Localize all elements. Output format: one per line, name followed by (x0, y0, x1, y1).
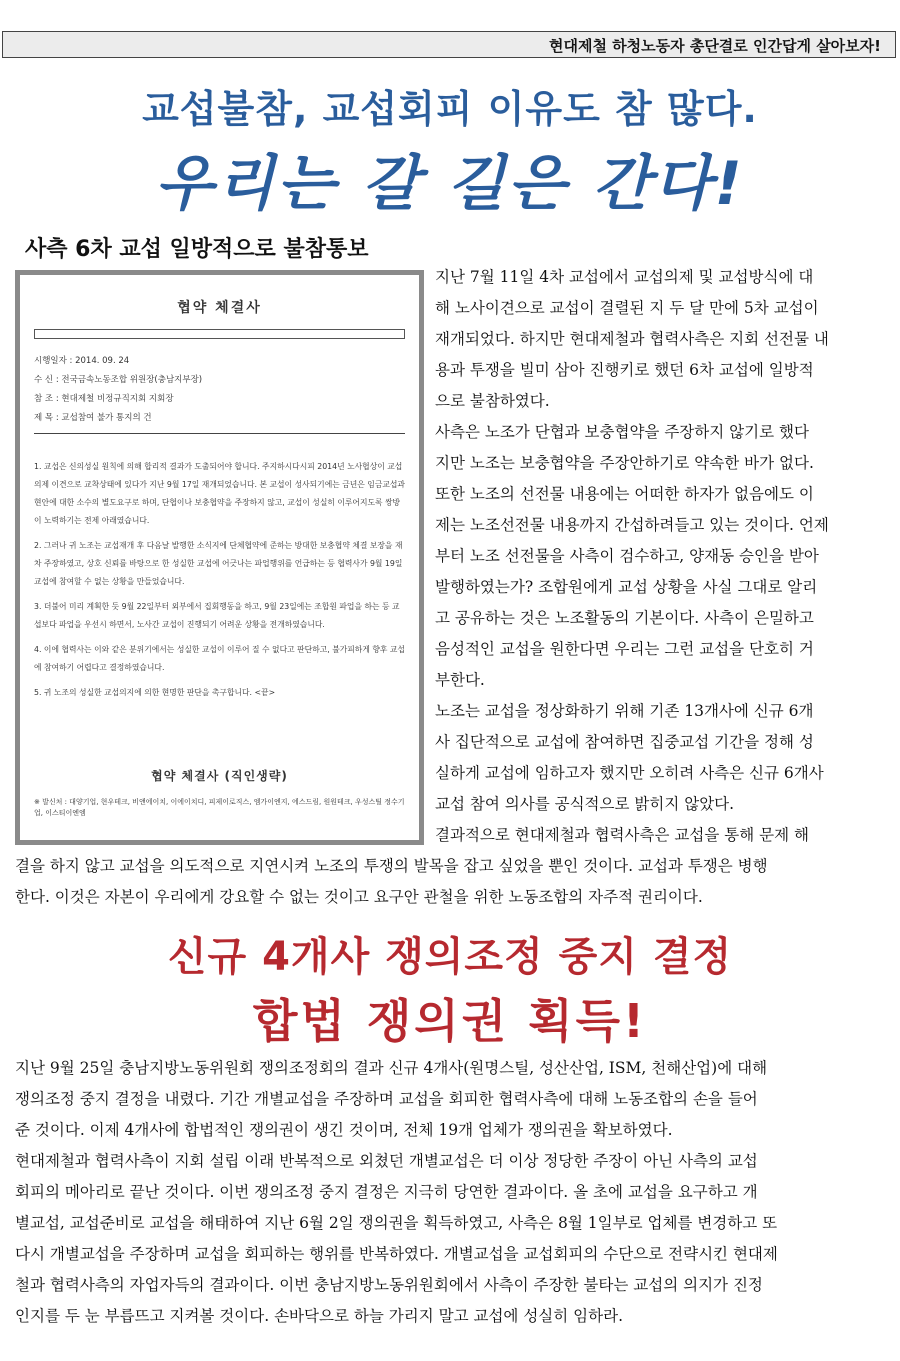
text-line: 준 것이다. 이제 4개사에 합법적인 쟁의권이 생긴 것이며, 전체 19개 업체가 쟁의권을 확보하였다. (15, 1121, 673, 1139)
text-line: 별교섭, 교섭준비로 교섭을 해태하여 지난 6월 2일 쟁의권을 획득하였고, 사측은 8월 1일부로 업체를 변경하고 또 (15, 1214, 778, 1232)
text-line: 사측은 노조가 단협과 보충협약을 주장하지 않기로 했다 (435, 423, 809, 441)
text-line: 회피의 메아리로 끝난 것이다. 이번 쟁의조정 중지 결정은 지극히 당연한 결과이다. 올 초에 교섭을 요구하고 개 (15, 1183, 758, 1201)
scanned-notice-image (15, 270, 424, 845)
text-line: 한다. 이것은 자본이 우리에게 강요할 수 없는 것이고 요구안 관철을 위한 노동조합의 자주적 권리이다. (15, 888, 703, 906)
notice-header-bar (34, 329, 405, 339)
text-line: 지난 9월 25일 충남지방노동위원회 쟁의조정회의 결과 신규 4개사(원명스틸, 성산산업, ISM, 천해산업)에 대해 (15, 1059, 768, 1077)
text-line: 노조는 교섭을 정상화하기 위해 기존 13개사에 신규 6개 (435, 702, 814, 720)
slogan-text: 현대제철 하청노동자 총단결로 인간답게 살아보자! (548, 37, 881, 55)
text-line: 부한다. (435, 671, 485, 689)
section1-paragraph-fullwidth (15, 851, 768, 913)
section1-paragraph (435, 262, 829, 851)
notice-item: 2. 그러나 귀 노조는 교섭재개 후 다음날 발행한 소식지에 단체협약에 준하는 방대한 보충협약 체결 보장을 재차 주장하였고, 상호 신뢰를 바탕으로 한 성실한 교섭에 어긋나는 파업행위를 언급하는 등 협력사가 9월 19일 교섭에 참여할 수 없는 상황을 만들었습니다. (34, 541, 403, 586)
text-line: 실하게 교섭에 임하고자 했지만 오히려 사측은 신규 6개사 (435, 764, 824, 782)
notice-meta (34, 352, 202, 428)
text-line: 제는 노조선전물 내용까지 간섭하려들고 있는 것이다. 언제 (435, 516, 829, 534)
text-line: 발행하였는가? 조합원에게 교섭 상황을 사실 그대로 알리 (435, 578, 818, 596)
text-line: 재개되었다. 하지만 현대제철과 협력사측은 지회 선전물 내 (435, 330, 829, 348)
text-line: 현대제철과 협력사측이 지회 설립 이래 반복적으로 외쳤던 개별교섭은 더 이상 정당한 주장이 아닌 사측의 교섭 (15, 1152, 758, 1170)
text-line: 인지를 두 눈 부릅뜨고 지켜볼 것이다. 손바닥으로 하늘 가리지 말고 교섭에 성실히 임하라. (15, 1307, 624, 1325)
slogan-bar (2, 31, 896, 58)
text-line: 지난 7월 11일 4차 교섭에서 교섭의제 및 교섭방식에 대 (435, 268, 814, 286)
section2-paragraph (15, 1053, 778, 1332)
section1-subheading: 사측 6차 교섭 일방적으로 불참통보 (25, 237, 369, 262)
notice-item: 4. 이에 협력사는 이와 같은 분위기에서는 성실한 교섭이 이루어 질 수 없다고 판단하고, 불가피하게 향후 교섭에 참여하기 어렵다고 결정하였습니다. (34, 645, 405, 672)
notice-meta-recipient: 수 신 : 전국금속노동조합 위원장(충남지부장) (34, 375, 203, 385)
notice-meta-subject: 제 목 : 교섭참여 불가 통지의 건 (34, 413, 152, 423)
notice-senders: ※ 발신처 : 대양기업, 현우테크, 비앤에이치, 이에이치디, 피제이로직스, 엠가이엔지, 에스드림, 원원테크, 우성스틸 정수기업, 이스티이엔엠 (34, 798, 405, 817)
text-line: 음성적인 교섭을 원한다면 우리는 그런 교섭을 단호히 거 (435, 640, 814, 658)
notice-item: 3. 더불어 미리 계획한 듯 9월 22일부터 외부에서 집회행동을 하고, 9월 23일에는 조합원 파업을 하는 등 교섭보다 파업을 우선시 하면서, 노사간 교섭이 진행되기 어려운 상황을 전개하였습니다. (34, 602, 400, 629)
text-line: 사 집단적으로 교섭에 참여하면 집중교섭 기간을 정해 성 (435, 733, 814, 751)
text-line: 쟁의조정 중지 결정을 내렸다. 기간 개별교섭을 주장하며 교섭을 회피한 협력사측에 대해 노동조합의 손을 들어 (15, 1090, 758, 1108)
notice-items (34, 458, 405, 709)
text-line: 교섭 참여 의사를 공식적으로 밝히지 않았다. (435, 795, 735, 813)
notice-signature: 협약 체결사 (직인생략) (151, 769, 288, 783)
text-line: 해 노사이견으로 교섭이 결렬된 지 두 달 만에 5차 교섭이 (435, 299, 819, 317)
notice-item: 5. 귀 노조의 성실한 교섭의지에 의한 현명한 판단을 촉구합니다. <끝> (34, 688, 276, 697)
notice-item: 1. 교섭은 신의성실 원칙에 의해 합리적 결과가 도출되어야 합니다. 주지하시다시피 2014년 노사협상이 교섭의제 이견으로 교착상태에 있다가 지난 9월 17일 재개되었습니다. 본 교섭이 성사되기에는 금년은 임금교섭과 현안에 대한 소수의 별도요구로 하며, 단협이나 보충협약을 주장하지 않고, 교섭이 성실히 이루어지도록 쌍방이 노력하기는 전제 아래였습니다. (34, 462, 405, 525)
text-line: 다시 개별교섭을 주장하며 교섭을 회피하는 행위를 반복하였다. 개별교섭을 교섭회피의 수단으로 전략시킨 현대제 (15, 1245, 778, 1263)
text-line: 용과 투쟁을 빌미 삼아 진행키로 했던 6차 교섭에 일방적 (435, 361, 814, 379)
notice-meta-date: 시행일자 : 2014. 09. 24 (34, 356, 130, 366)
notice-title: 협약 체결사 (177, 300, 262, 316)
notice-meta-reference: 참 조 : 현대제철 비정규직지회 지회장 (34, 394, 174, 404)
text-line: 지만 노조는 보충협약을 주장안하기로 약속한 바가 없다. (435, 454, 814, 472)
section2-headline-line2: 합법 쟁의권 획득! (252, 994, 648, 1048)
text-line: 결과적으로 현대제철과 협력사측은 교섭을 통해 문제 해 (435, 826, 809, 844)
text-line: 으로 불참하였다. (435, 392, 550, 410)
text-line: 고 공유하는 것은 노조활동의 기본이다. 사측이 은밀하고 (435, 609, 814, 627)
text-line: 결을 하지 않고 교섭을 의도적으로 지연시켜 노조의 투쟁의 발목을 잡고 싶었을 뿐인 것이다. 교섭과 투쟁은 병행 (15, 857, 768, 875)
text-line: 철과 협력사측의 자업자득의 결과이다. 이번 충남지방노동위원회에서 사측이 주장한 불타는 교섭의 의지가 진정 (15, 1276, 763, 1294)
notice-paper (20, 275, 419, 840)
headline-line2: 우리는 갈 길은 간다! (155, 149, 745, 219)
text-line: 또한 노조의 선전물 내용에는 어떠한 하자가 없음에도 이 (435, 485, 814, 503)
text-line: 부터 노조 선전물을 사측이 검수하고, 양재동 승인을 받아 (435, 547, 819, 565)
headline-line1: 교섭불참, 교섭회피 이유도 참 많다. (142, 87, 758, 131)
section2-headline-line1: 신규 4개사 쟁의조정 중지 결정 (167, 934, 733, 980)
notice-divider (34, 433, 405, 434)
